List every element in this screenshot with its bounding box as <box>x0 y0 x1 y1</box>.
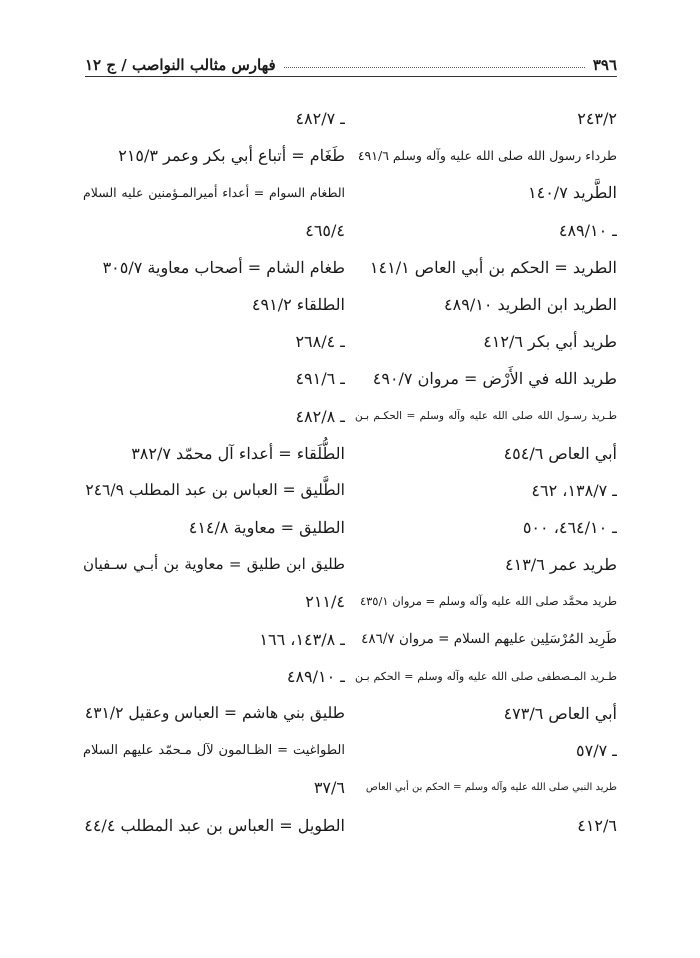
index-entry: الطريد = الحكم بن أبي العاص ١٤١/١ <box>369 257 617 277</box>
index-entry: الطليق = معاوية ٤١٤/٨ <box>188 518 345 538</box>
index-entry: ـ ٥٧/٧ <box>576 741 617 761</box>
index-entry: ٢٤٣/٢ <box>577 109 617 128</box>
index-entry: ٤١٢/٦ <box>577 815 617 835</box>
running-head <box>85 50 617 77</box>
index-entry: ـ ٤٦٤/١٠، ٥٠٠ <box>522 518 617 538</box>
index-entry: طغام الشام = أصحاب معاوية ٣٠٥/٧ <box>102 257 345 277</box>
index-entry: طريد أبي بكر ٤١٢/٦ <box>483 332 617 352</box>
index-entry: ـ ٤٨٢/٧ <box>295 109 345 128</box>
index-entry: طريد النبي صلى الله عليه وآله وسلم = الحكم بن أبي العاص <box>365 782 617 794</box>
index-entry: ـ ١٤٣/٨، ١٦٦ <box>259 629 345 649</box>
index-entry: الطلقاء ٤٩١/٢ <box>251 294 345 314</box>
index-entry: طريد الله في الأَرْض = مروان ٤٩٠/٧ <box>372 369 617 389</box>
index-entry: أبي العاص ٤٧٣/٦ <box>503 704 617 723</box>
index-column-right <box>355 100 617 844</box>
index-entry: طرداء رسول الله صلى الله عليه وآله وسلم ٤٩١/٦ <box>357 148 617 164</box>
index-entry: طليق بني هاشم = العباس وعقيل ٤٣١/٢ <box>84 704 345 722</box>
index-entry: ٤٦٥/٤ <box>305 220 345 240</box>
index-entry: ٣٧/٦ <box>313 778 345 798</box>
page-number: ٣٩٦ <box>592 56 617 74</box>
index-entry: الطُّلَقاء = أعداء آل محمّد ٣٨٢/٧ <box>131 443 345 463</box>
index-entry: الطواغيت = الظـالمون لآل مـحمّد عليهم السلام <box>83 743 345 759</box>
index-entry: ٢١١/٤ <box>305 592 345 612</box>
index-entry: ـ ١٣٨/٧، ٤٦٢ <box>531 480 617 500</box>
index-entry: طَرِيد المُرْسَلِين عليهم السلام = مروان ٤٨٦/٧ <box>361 630 617 647</box>
index-entry: الطريد ابن الطريد ٤٨٩/١٠ <box>444 294 617 314</box>
index-entry: طـريد رسـول الله صلى الله عليه وآله وسلم = الحكـم بـن <box>355 409 617 422</box>
index-entry: طليق ابن طليق = معاوية بن أبـي سـفيان <box>83 555 345 574</box>
index-column-left <box>83 100 345 844</box>
index-entry: الطويل = العباس بن عبد المطلب ٤٤/٤ <box>84 815 345 835</box>
index-entry: أبي العاص ٤٥٤/٦ <box>503 443 617 463</box>
index-entry: طَغَام = أتباع أبي بكر وعمر ٢١٥/٣ <box>118 146 345 166</box>
running-title: فهارس مثالب النواصب / ج ١٢ <box>85 56 276 74</box>
index-entry: ـ ٤٨٩/١٠ <box>558 220 617 240</box>
index-entry: الطَّريد ١٤٠/٧ <box>528 183 617 203</box>
index-entry: الطَّليق = العباس بن عبد المطلب ٢٤٦/٩ <box>85 480 345 499</box>
index-entry: طريد عمر ٤١٣/٦ <box>505 555 617 575</box>
index-entry: الطغام السوام = أعداء أميرالمـؤمنين عليه السلام <box>83 185 345 201</box>
index-entry: طـريد المـصطفى صلى الله عليه وآله وسلم = الحكم بـن <box>355 669 617 683</box>
index-entry: ـ ٤٨٩/١٠ <box>286 666 345 686</box>
index-entry: ـ ٤٩١/٦ <box>295 369 345 389</box>
index-entry: ـ ٢٦٨/٤ <box>295 332 345 352</box>
index-entry: ـ ٤٨٢/٨ <box>295 406 345 426</box>
index-entry: طريد محمَّد صلى الله عليه وآله وسلم = مروان ٤٣٥/١ <box>359 594 617 609</box>
leader-dots <box>284 67 585 68</box>
